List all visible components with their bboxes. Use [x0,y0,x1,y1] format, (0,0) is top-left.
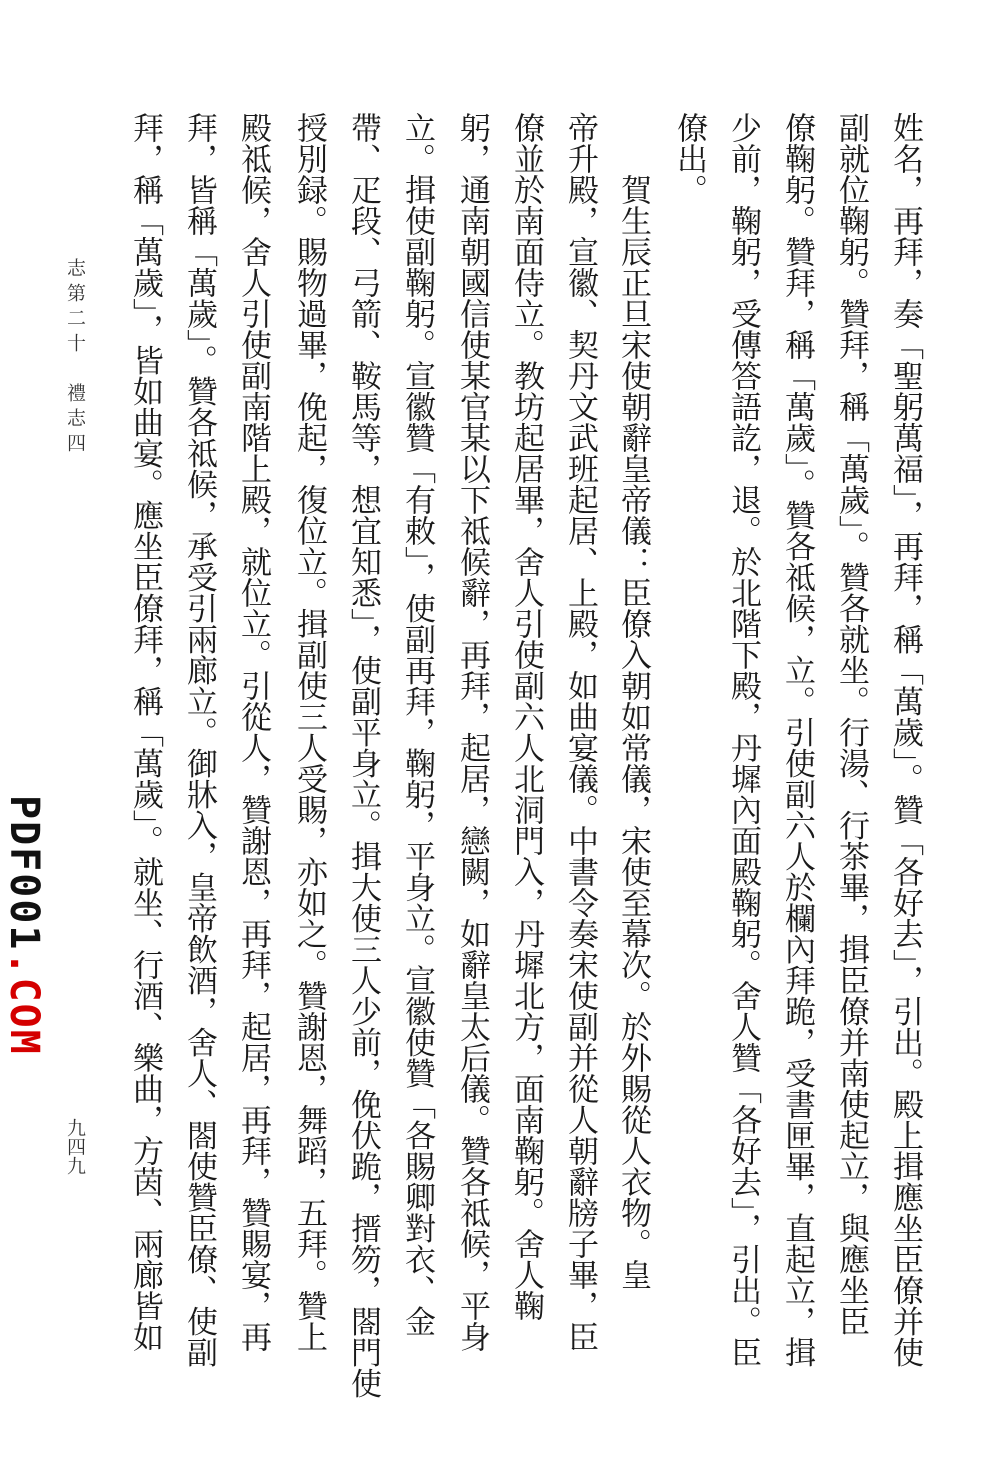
text-column-3: 僚鞠躬。贊拜，稱「萬歲」。贊各祗候，立。引使副六人於欄內拜跪，受書匣畢，直起立，揖 [779,112,815,1368]
text-column-13: 殿祗候，舍人引使副南階上殿，就位立。引從人，贊謝恩，再拜，起居，再拜，贊賜宴，再 [235,112,271,1352]
text-column-11: 帶、疋段、弓箭、鞍馬等，想宜知悉」，使副平身立。揖大使三人少前，俛伏跪，搢笏，閤門使 [345,112,381,1399]
text-column-10: 立。揖使副鞠躬。宣徽贊「有敕」，使副再拜，鞠躬，平身立。宣徽使贊「各賜卿對衣、金 [399,112,435,1337]
text-column-2: 副就位鞠躬。贊拜，稱「萬歲」。贊各就坐。行湯、行茶畢，揖臣僚并南使起立，與應坐臣 [833,112,869,1337]
text-column-14: 拜，皆稱「萬歲」。贊各祗候，承受引兩廊立。御牀入，皇帝飲酒，舍人、閤使贊臣僚、使副 [181,112,217,1368]
watermark-text-domain: .COM [1,951,47,1056]
page-number: 九四九 [64,1118,86,1175]
text-column-8: 僚並於南面侍立。教坊起居畢，舍人引使副六人北洞門入，丹墀北方，面南鞠躬。舍人鞠 [508,112,544,1321]
watermark-text-main: PDF001 [1,795,47,952]
text-column-15: 拜，稱「萬歲」，皆如曲宴。應坐臣僚拜，稱「萬歲」。就坐、行酒、樂曲，方茵、兩廊皆如 [127,112,163,1352]
text-column-7: 帝升殿，宣徽、契丹文武班起居、上殿，如曲宴儀。中書令奏宋使副并從人朝辭牓子畢，臣 [562,112,598,1352]
text-column-12: 授別録。賜物過畢，俛起，復位立。揖副使三人受賜，亦如之。贊謝恩，舞蹈，五拜。贊上 [291,112,327,1352]
text-column-1: 姓名，再拜，奏「聖躬萬福」，再拜，稱「萬歲」。贊「各好去」，引出。殿上揖應坐臣僚并使 [887,112,923,1368]
running-head: 志第二十 禮志四 [64,258,86,458]
text-column-9: 躬，通南朝國信使某官某以下祗候辭，再拜，起居，戀闕，如辭皇太后儀。贊各祗候，平身 [454,112,490,1352]
text-column-4: 少前，鞠躬，受傳答語訖，退。於北階下殿，丹墀內面殿鞠躬。舍人贊「各好去」，引出。臣 [725,112,761,1368]
text-column-5: 僚出。 [671,112,707,205]
section-heading-column: 賀生辰正旦宋使朝辭皇帝儀：臣僚入朝如常儀，宋使至幕次。於外賜從人衣物。皇 [615,174,651,1290]
watermark-logo [2,795,46,1056]
